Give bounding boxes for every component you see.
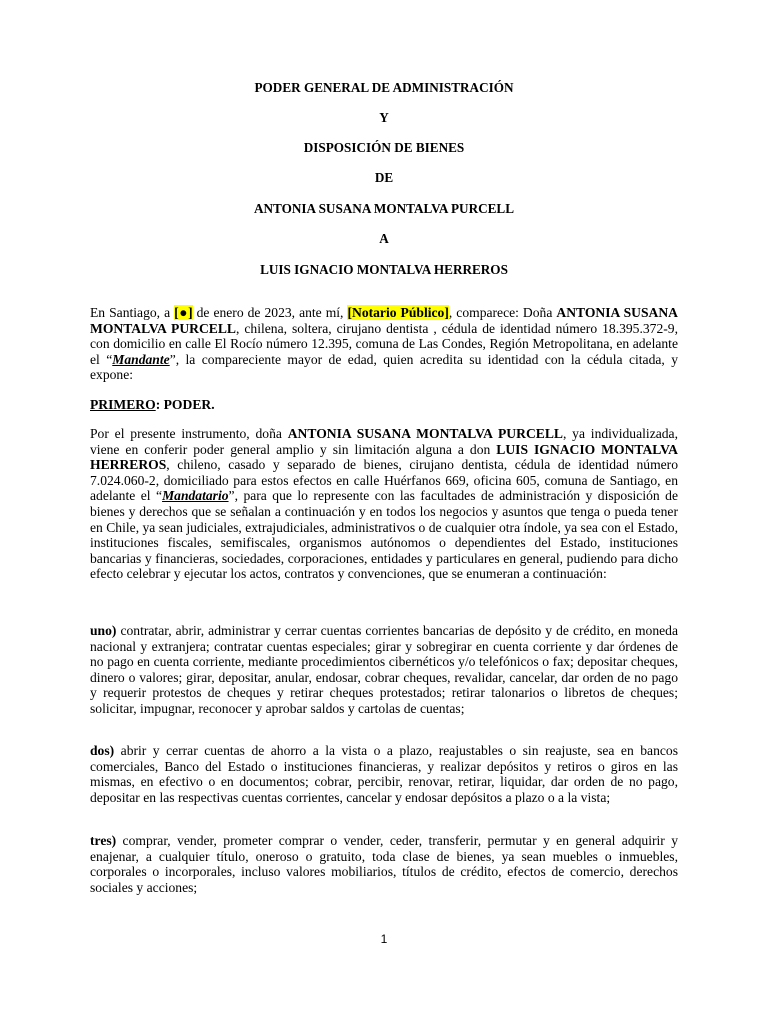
clause-tres — [90, 833, 678, 895]
section-heading-primero — [90, 397, 215, 413]
title-line-4: DE — [374, 170, 394, 185]
clause-dos-label: dos) — [90, 743, 115, 758]
title-line-3: DISPOSICIÓN DE BIENES — [303, 140, 465, 155]
intro-text-3: , comparece: Doña — [448, 305, 557, 320]
intro-paragraph — [90, 305, 678, 383]
clause-uno-text: contratar, abrir, administrar y cerrar cuentas corrientes bancarias de depósito y de crédito, en moneda nacional y extranjera; contratar cuentas especiales; girar y sobregirar en cuenta corriente y dar órdenes de no pago en cuenta corriente, mediante procedimientos cibernéticos y/o telefónicos o fax; depositar cheques, dinero o valores; girar, depositar, anular, endosar, cobrar cheques, revalidar, cancelar, dar orden de no pago y requerir protestos de cheques y retirar cheques protestados; retirar talonarios o libretos de cheques; solicitar, impugnar, reconocer y aprobar saldos y cartolas de cuentas; — [90, 623, 678, 716]
day-placeholder: [●] — [174, 305, 193, 320]
intro-text-4: , chilena, soltera, cirujano dentista , cédula de identidad número 18.395.372-9, con domicilio en calle El Rocío número 12.395, comuna de Las Condes, Región Metropolitana, en adelante el “ — [90, 320, 678, 367]
notary-placeholder: [Notario Público] — [347, 305, 449, 320]
poder-name-1: ANTONIA SUSANA MONTALVA PURCELL — [287, 426, 563, 441]
clause-tres-text: comprar, vender, prometer comprar o vender, ceder, transferir, permutar y en general adquirir y enajenar, a cualquier título, oneroso o gratuito, toda clase de bienes, ya sean muebles o inmuebles, corporales o incorporales, incluso valores mobiliarios, títulos de crédito, efectos de comercio, derechos sociales y acciones; — [90, 833, 678, 895]
intro-text-1: En Santiago, a — [90, 305, 175, 320]
clause-dos — [90, 743, 678, 805]
poder-text-4: ”, para que lo represente con las facultades de administración y disposición de bienes y derechos que se señalan a continuación y en todos los negocios y asuntos que tenga o pueda tener en Chile, ya sean judiciales, extrajudiciales, administrativos o de cualquier otra índole, ya sea con el Estado, instituciones fiscales, semifiscales, organismos autónomos o dependientes del Estado, instituciones bancarias y financieras, sociedades, corporaciones, entidades y particulares en general, pudiendo para dicho efecto celebrar y ejecutar los actos, contratos y convenciones, que se enumeran a continuación: — [90, 488, 678, 582]
title-line-6: A — [379, 231, 389, 246]
clause-uno — [90, 623, 678, 717]
poder-name-2: LUIS IGNACIO MONTALVA HERREROS — [90, 441, 678, 473]
poder-text-2: , ya individualizada, viene en conferir poder general amplio y sin limitación alguna a don — [90, 426, 678, 457]
heading-rest: : PODER. — [155, 397, 215, 412]
poder-text-1: Por el presente instrumento, doña — [90, 426, 288, 441]
mandante-term: Mandante — [112, 351, 170, 367]
heading-label: PRIMERO — [90, 397, 156, 412]
poder-paragraph — [90, 426, 678, 582]
intro-text-2: de enero de 2023, ante mí, — [192, 305, 348, 320]
page-number: 1 — [380, 932, 388, 946]
clause-tres-label: tres) — [90, 833, 117, 848]
mandante-name: ANTONIA SUSANA MONTALVA PURCELL — [90, 305, 678, 336]
poder-text-3: , chileno, casado y separado de bienes, cirujano dentista, cédula de identidad número 7.024.060-2, domiciliado para estos efectos en calle Huérfanos 669, oficina 605, comuna de Santiago, en adelante el “ — [90, 457, 678, 504]
mandatario-term: Mandatario — [162, 488, 229, 504]
clause-uno-label: uno) — [90, 623, 117, 638]
title-line-1: PODER GENERAL DE ADMINISTRACIÓN — [254, 80, 514, 95]
title-line-2: Y — [379, 110, 389, 125]
clause-dos-text: abrir y cerrar cuentas de ahorro a la vista o a plazo, reajustables o sin reajuste, sea en bancos comerciales, Banco del Estado o instituciones financieras, y realizar depósitos y retiros o giros en las mismas, en efectivo o en documentos; cobrar, percibir, renovar, retirar, liquidar, dar orden de no pago, depositar en las respectivas cuentas corrientes, cancelar y endosar depósitos a plazo o a la vista; — [90, 743, 678, 805]
title-line-7: LUIS IGNACIO MONTALVA HERREROS — [260, 262, 508, 277]
intro-text-5: ”, la compareciente mayor de edad, quien acredita su identidad con la cédula citada, y expone: — [90, 351, 679, 383]
title-line-5: ANTONIA SUSANA MONTALVA PURCELL — [253, 201, 515, 216]
